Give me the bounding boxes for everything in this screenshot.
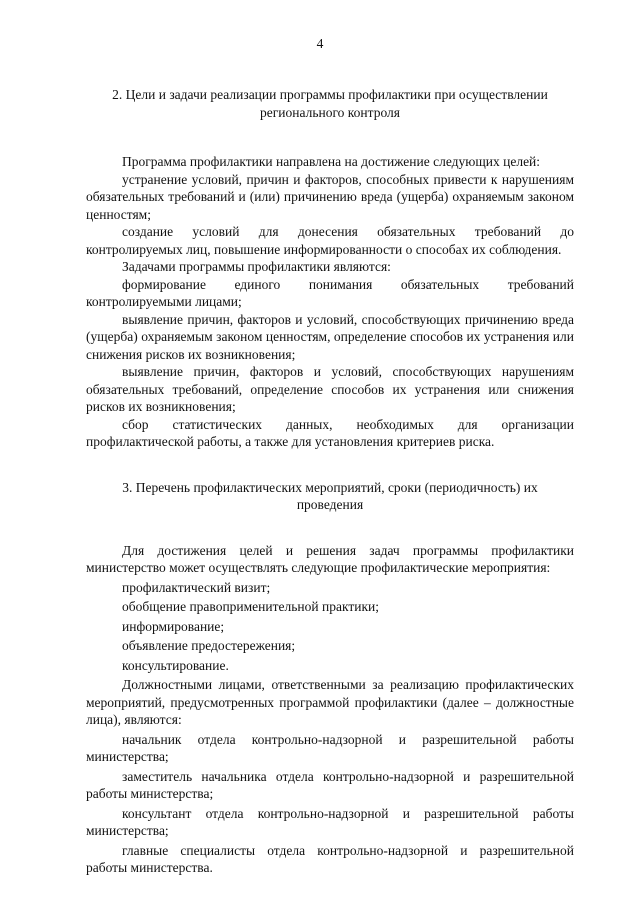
page-number: 4	[316, 36, 324, 51]
document-body	[86, 86, 574, 877]
section-3-title	[86, 479, 574, 514]
section-2-title	[86, 86, 574, 121]
task-item: выявление причин, факторов и условий, способствующих нарушениям обязательных требований, определение способов их устранения или снижения рисков их возникновения;	[86, 364, 574, 414]
measure-item: информирование;	[122, 618, 225, 634]
measures-intro: Для достижения целей и решения задач программы профилактики министерство может осуществлять следующие профилактические мероприятия:	[86, 542, 574, 575]
section-2-title-line2: регионального контроля	[260, 104, 400, 120]
task-item: формирование единого понимания обязательных требований контролируемыми лицами;	[86, 276, 574, 309]
measure-item: консультирование.	[122, 657, 229, 673]
official-item: заместитель начальника отдела контрольно-надзорной и разрешительной работы министерства;	[86, 768, 574, 801]
official-item: начальник отдела контрольно-надзорной и разрешительной работы министерства;	[86, 731, 574, 764]
task-item: сбор статистических данных, необходимых для организации профилактической работы, а также для установления критериев риска.	[86, 416, 574, 449]
official-item: консультант отдела контрольно-надзорной и разрешительной работы министерства;	[86, 805, 574, 838]
section-3-title-line2: проведения	[296, 497, 364, 512]
official-item: главные специалисты отдела контрольно-надзорной и разрешительной работы министерства.	[86, 842, 574, 875]
officials-intro: Должностными лицами, ответственными за реализацию профилактических мероприятий, предусмотренных программой профилактики (далее – должностные лица), являются:	[86, 677, 574, 727]
measure-item: объявление предостережения;	[122, 638, 296, 653]
task-item: выявление причин, факторов и условий, способствующих причинению вреда (ущерба) охраняемым законом ценностям, определение способов их устранения или снижения рисков их возникновения;	[86, 311, 574, 362]
goals-intro: Программа профилактики направлена на достижение следующих целей:	[122, 154, 541, 169]
goal-item: устранение условий, причин и факторов, способных привести к нарушениям обязательных требований и (или) причинению вреда (ущерба) охраняемым законом ценностям;	[86, 171, 574, 222]
tasks-intro: Задачами программы профилактики являются:	[122, 259, 391, 274]
goal-item: создание условий для донесения обязательных требований до контролируемых лиц, повышение информированности о способах их соблюдения.	[86, 224, 574, 257]
measure-item: профилактический визит;	[122, 579, 271, 595]
section-3-title-line1: 3. Перечень профилактических мероприятий, сроки (периодичность) их	[122, 479, 538, 495]
section-2-title-line1: 2. Цели и задачи реализации программы профилактики при осуществлении	[112, 87, 548, 102]
measure-item: обобщение правоприменительной практики;	[122, 599, 379, 614]
